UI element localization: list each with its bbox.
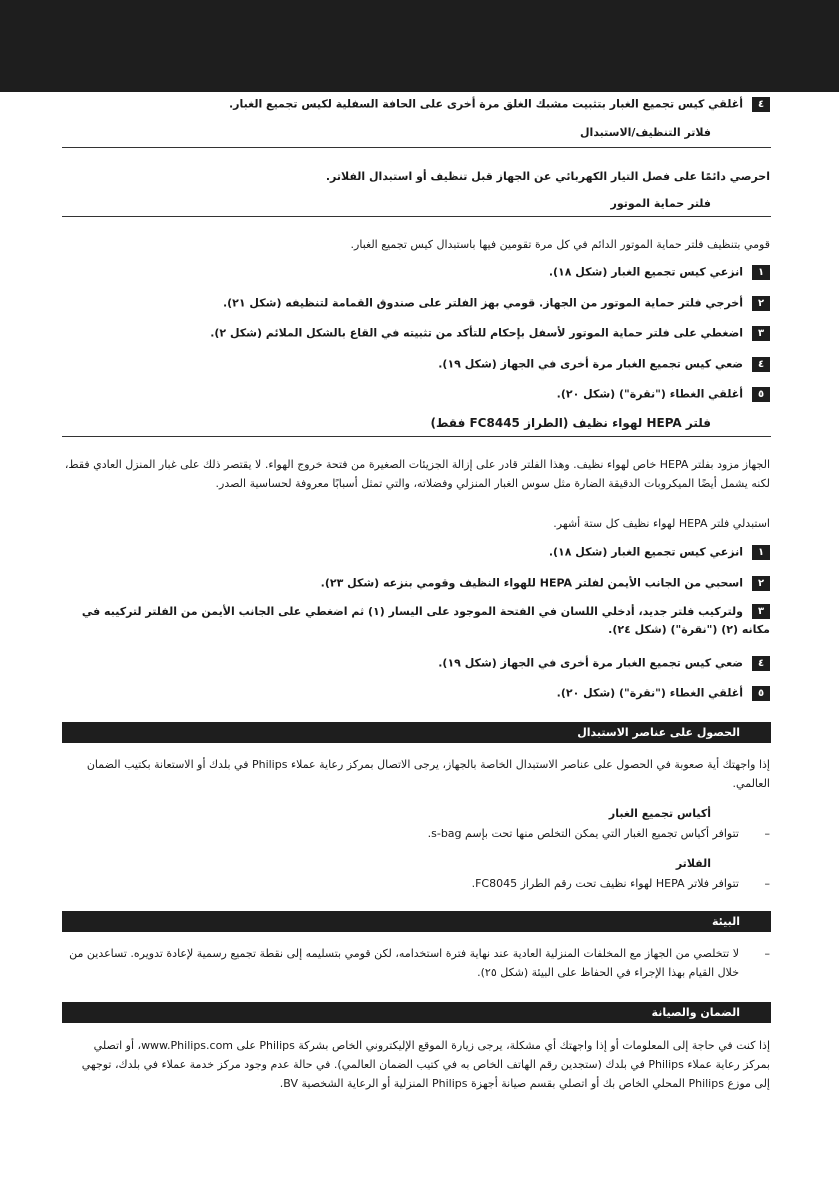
step-item [229,97,770,112]
section-bar-guarantee [62,1002,771,1023]
section-bar-accessories [62,722,771,743]
step-text: ضعي كيس تجميع الغبار مرة أخرى في الجهاز (شكل ١٩). [438,357,743,371]
section-title-motor-filter: فلتر حماية الموتور [610,197,711,210]
divider [62,147,771,148]
section-title: البيئة [711,915,740,928]
hepa-step-1 [549,545,770,560]
step-number: ٢ [752,296,770,311]
filters-text: تتوافر فلاتر HEPA لهواء نظيف تحت رقم الطراز FC8045. [471,877,739,890]
step-text: انزعي كيس تجميع الغبار (شكل ١٨). [548,545,743,559]
step-text: انزعي كيس تجميع الغبار (شكل ١٨). [548,265,743,279]
step-text: أغلقي الغطاء ("نقرة") (شكل ٢٠). [556,387,743,401]
divider [62,216,771,217]
motor-step-3 [210,326,770,341]
section-title: الضمان والصيانة [651,1006,740,1019]
subheading-bags: أكياس تجميع الغبار [608,807,711,820]
hepa-step-5 [557,686,770,701]
motor-step-2 [223,296,770,311]
bags-item [64,824,770,843]
section-title-cleaning: فلاتر التنظيف/الاستبدال [580,126,711,139]
step-text: اسحبي من الجانب الأيمن لفلتر HEPA للهواء النظيف وقومي بنزعه (شكل ٢٣). [320,576,743,590]
step-text: أغلقي الغطاء ("نقرة") (شكل ٢٠). [556,686,743,700]
section-title: الحصول على عناصر الاستبدال [577,726,740,739]
step-number: ٤ [752,357,770,372]
subheading-filters: الفلاتر [675,857,711,870]
environment-text: لا تتخلصي من الجهاز مع المخلفات المنزلية العادية عند نهاية فترة استخدامه، لكن قومي بتسليمه إلى نقطة تجميع رسمية لإعادة تدويره. تساعدين من خلال القيام بهذا الإجراء في الحفاظ على البيئة (شكل ٢٥). [69,947,739,979]
step-number: ٣ [752,604,770,619]
hepa-intro: الجهاز مزود بفلتر HEPA خاص لهواء نظيف. وهذا الفلتر قادر على إزالة الجزيئات الصغيرة من فتحة خروج الهواء. لا يقتصر ذلك على غبار المنزل العادي فقط، لكنه يشمل أيضًا الميكروبات الدقيقة الضارة مثل سوس الغبار المنزلي وفضلاته، والتي تمثل أسبابًا معروفة لحساسية الصدر. [64,458,770,490]
guarantee-text: إذا كنت في حاجة إلى المعلومات أو إذا واجهتك أي مشكلة، يرجى زيارة الموقع الإليكتروني الخاص بشركة Philips على www.Philips.com، أو اتصلي بمركز رعاية عملاء Philips في بلدك (ستجدين رقم الهاتف الخاص به في كتيب الضمان العالمي). في حالة عدم وجود مركز خدمة عملاء في بلدك، توجهي إلى موزع Philips المحلي الخاص بك أو اتصلي بقسم صيانة أجهزة Philips المنزلية أو الرعاية الشخصية BV. [81,1039,770,1090]
accessories-intro: إذا واجهتك أية صعوبة في الحصول على عناصر الاستبدال الخاصة بالجهاز، يرجى الاتصال بمركز رعاية عملاء Philips في بلدك أو الاستعانة بكتيب الضمان العالمي. [86,758,770,790]
step-number: ١ [752,545,770,560]
step-number: ١ [752,265,770,280]
step-number: ٣ [752,326,770,341]
motor-step-4 [438,357,770,372]
step-number: ٤ [752,656,770,671]
hepa-replace-note: استبدلي فلتر HEPA لهواء نظيف كل ستة أشهر. [553,517,770,530]
hepa-step-2 [321,576,770,591]
step-text: ضعي كيس تجميع الغبار مرة أخرى في الجهاز (شكل ١٩). [438,656,743,670]
page-header-bar [0,0,839,92]
section-title-hepa: فلتر HEPA لهواء نظيف (الطراز FC8445 فقط) [430,416,711,430]
step-text: اضغطي على فلتر حماية الموتور لأسفل بإحكام للتأكد من تثبيته في القاع بالشكل الملائم (شكل ٢). [210,326,743,340]
step-number: ٥ [752,387,770,402]
step-number: ٤ [752,97,770,112]
hepa-step-4 [438,656,770,671]
step-text: أخرجي فلتر حماية الموتور من الجهاز. قومي بهز الفلتر على صندوق القمامة لتنظيفه (شكل ٢١). [222,296,743,310]
warning-text: احرصي دائمًا على فصل التيار الكهربائي عن الجهاز قبل تنظيف أو استبدال الفلاتر. [325,170,770,183]
filters-item [64,874,770,893]
motor-filter-intro: قومي بتنظيف فلتر حماية الموتور الدائم في كل مرة تقومين فيها باستبدال كيس تجميع الغبار. [350,238,770,251]
step-text: ولتركيب فلتر جديد، أدخلي اللسان في الفتحة الموجود على اليسار (١) ثم اضغطي على الجانب الأيمن من الفلتر لتركيبه في مكانه (٢) ("نقرة") (شكل ٢٤). [81,605,770,636]
step-number: ٢ [752,576,770,591]
hepa-step-3 [64,603,770,639]
section-bar-environment [62,911,771,932]
motor-step-5 [557,387,770,402]
environment-item [64,944,770,982]
divider [62,436,771,437]
motor-step-1 [549,265,770,280]
bags-text: تتوافر أكياس تجميع الغبار التي يمكن التخلص منها تحت بإسم s-bag. [427,827,739,840]
step-text: أغلقي كيس تجميع الغبار بتثبيت مشبك الغلق مرة أخرى على الحافة السفلية لكيس تجميع الغبار. [228,97,743,111]
step-number: ٥ [752,686,770,701]
